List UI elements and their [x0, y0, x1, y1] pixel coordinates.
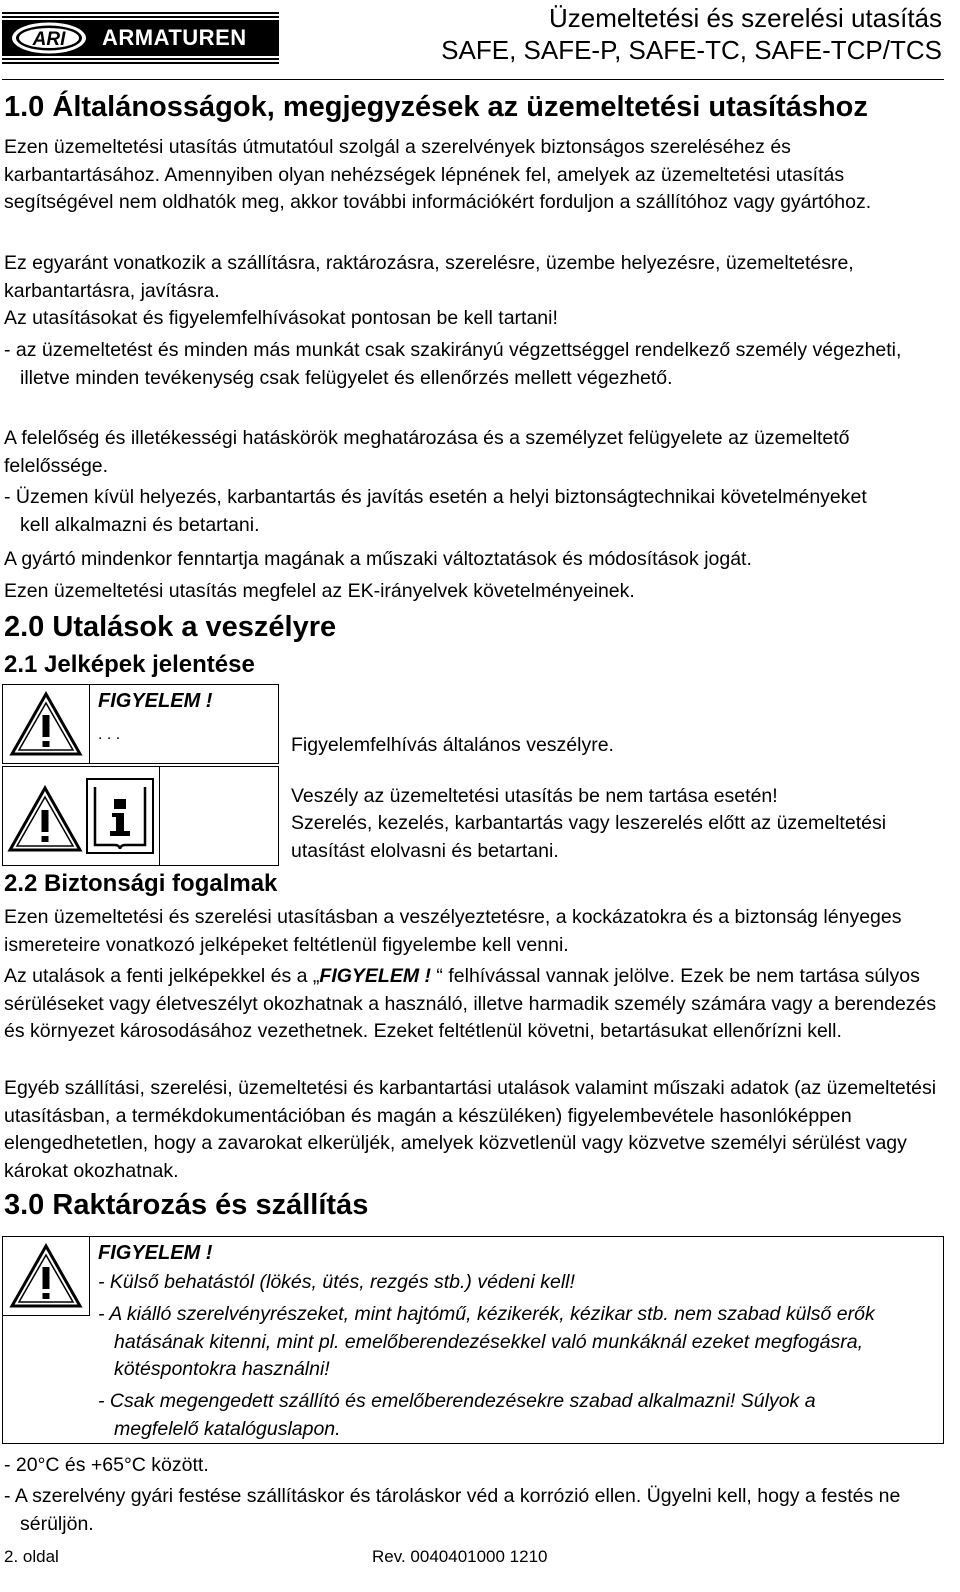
- revision-number: Rev. 0040401000 1210: [372, 1547, 548, 1566]
- section2-paragraph-2-c: “ felhívással vannak jelölve. Ezek be nem tartása súlyos sérüléseket vagy életveszélyt okozhatnak a használó, illetve harmadik személy számára vagy a berendezés és környezet károsodásához vezethetnek. Ezeket feltétlenül követni, betartásukat ellenőrízni kell.: [4, 965, 937, 1043]
- ari-logo: [2, 20, 279, 56]
- section2-heading: 2.0 Utalások a veszélyre: [4, 611, 337, 643]
- symbol1-ellipsis: . . .: [98, 726, 121, 743]
- section2-paragraph-1: Ezen üzemeltetési és szerelési utasításban a veszélyeztetésre, a kockázatokra és a biztonság lényeges ismereteire vonatkozó jelképeket feltétlenül figyelembe kell venni.: [4, 906, 902, 956]
- read-manual-icon: [85, 777, 155, 855]
- section2-paragraph-2-a: Az utalások a fenti jelképekkel és a „: [4, 965, 320, 987]
- storage-warning-item-2: - A kiálló szerelvényrészeket, mint hajtómű, kézikerék, kézikar stb. nem szabad külső erők hatásának kitenni, mint pl. emelőberendezésekkel való munkáknál ezeket megfogásra, kötéspontokra használni!: [98, 1303, 875, 1381]
- warning-triangle-icon: [7, 785, 83, 853]
- logo-brand-text: ARMATUREN: [102, 25, 247, 50]
- storage-warning-label: FIGYELEM !: [98, 1242, 213, 1264]
- section3-heading: 3.0 Raktározás és szállítás: [4, 1189, 369, 1221]
- section1-bullet-1: - az üzemeltetést és minden más munkát csak szakirányú végzettséggel rendelkező személy végezheti, illetve minden tevékenység csak felügyelet és ellenőrzés mellett végezhető.: [4, 339, 902, 389]
- section2-2-heading: 2.2 Biztonsági fogalmak: [4, 870, 278, 897]
- section1-paragraph-1: Ezen üzemeltetési utasítás útmutatóul szolgál a szerelvények biztonságos szereléséhez és karbantartásához. Amennyiben olyan nehézségek lépnének fel, amelyek az üzemeltetési utasítás segítségével nem oldhatók meg, akkor további információkért forduljon a szállítóhoz vagy gyártóhoz.: [4, 136, 872, 214]
- product-title: SAFE, SAFE-P, SAFE-TC, SAFE-TCP/TCS: [441, 35, 942, 65]
- warning-triangle-icon: [9, 691, 83, 757]
- logo-rule-bottom: [2, 58, 279, 66]
- page-number: 2. oldal: [4, 1547, 59, 1566]
- general-warning-symbol-box: [2, 684, 279, 764]
- header: [0, 0, 960, 82]
- section1-paragraph-2: Ez egyaránt vonatkozik a szállításra, raktározásra, szerelésre, üzembe helyezésre, üzemeltetésre, karbantartásra, javításra.: [4, 252, 854, 302]
- section1-bullet-2: - Üzemen kívül helyezés, karbantartás és javítás esetén a helyi biztonságtechnikai követelményeket kell alkalmazni és betartani.: [4, 486, 867, 536]
- figyelem-emphasis: FIGYELEM !: [319, 965, 432, 987]
- symbol2-description-line2: Szerelés, kezelés, karbantartás vagy leszerelés előtt az üzemeltetési utasítást elolvasni és betartani.: [291, 812, 887, 862]
- section2-paragraph-2: [4, 963, 952, 1046]
- ari-logo-emblem: [10, 21, 88, 55]
- storage-warning-item-3: - Csak megengedett szállító és emelőberendezésekre szabad alkalmazni! Súlyok a megfelelő katalóguslapon.: [98, 1390, 816, 1440]
- symbol1-description: Figyelemfelhívás általános veszélyre.: [291, 734, 614, 756]
- section1-paragraph-5: A felelőség és illetékességi hatáskörök meghatározása és a személyzet felügyelete az üzemeltető felelőssége.: [4, 427, 850, 477]
- section1-heading: 1.0 Általánosságok, megjegyzések az üzemeltetési utasításhoz: [4, 91, 868, 123]
- storage-warning-box: [2, 1236, 944, 1444]
- section1-paragraph-7: A gyártó mindenkor fenntartja magának a műszaki változtatások és módosítások jogát.: [4, 548, 752, 570]
- section2-paragraph-3: Egyéb szállítási, szerelési, üzemeltetési és karbantartási utalások valamint műszaki adatok (az üzemeltetési utasításban, a termékdokumentációban és magán a készüléken) figyelembevétele hasonlóképpen elengedhetetlen, hogy a zavarokat elkerüljék, amelyek közvetlenül vagy közvetve személyi sérülést vagy károkat okozhatnak.: [4, 1077, 937, 1182]
- section1-paragraph-8: Ezen üzemeltetési utasítás megfelel az EK-irányelvek követelményeinek.: [4, 580, 635, 602]
- section1-paragraph-3: Az utasításokat és figyelemfelhívásokat pontosan be kell tartani!: [4, 307, 558, 329]
- logo-ari-text: ARI: [32, 29, 66, 50]
- header-rule: [2, 79, 944, 80]
- temperature-range: - 20°C és +65°C között.: [4, 1454, 209, 1476]
- logo-rule-top: [2, 12, 279, 20]
- manual-warning-symbol-box: [2, 766, 279, 866]
- symbol1-label: FIGYELEM !: [98, 690, 213, 712]
- section2-1-heading: 2.1 Jelképek jelentése: [4, 651, 255, 678]
- document-title: Üzemeltetési és szerelési utasítás: [548, 3, 942, 33]
- symbol2-description-line1: Veszély az üzemeltetési utasítás be nem tartása esetén!: [291, 785, 778, 807]
- corrosion-note: - A szerelvény gyári festése szállításkor és tároláskor véd a korrózió ellen. Ügyelni kell, hogy a festés ne sérüljön.: [4, 1485, 901, 1535]
- storage-warning-item-1: - Külső behatástól (lökés, ütés, rezgés stb.) védeni kell!: [98, 1271, 575, 1293]
- warning-triangle-icon: [9, 1243, 83, 1309]
